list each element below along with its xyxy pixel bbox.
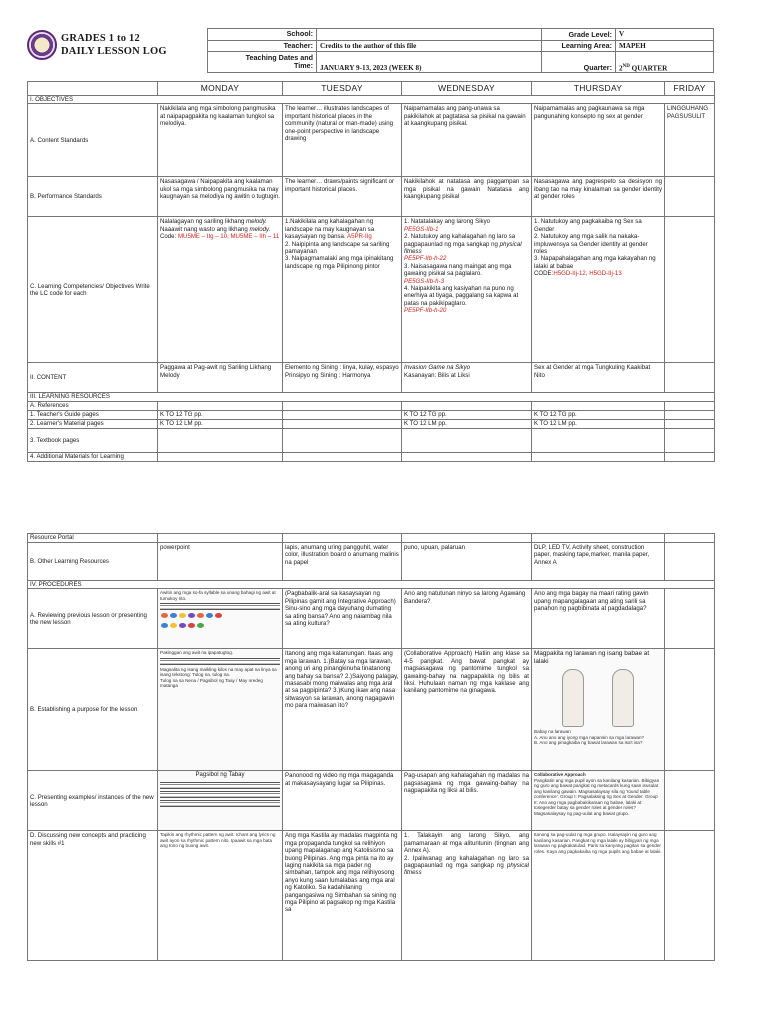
row-textbook — [28, 428, 715, 452]
cell-monday: Tapikin ang rhythmic pattern ng awit. Ichant ang lyrics ng awit ayon sa rhythmic pattern nito. Ipaawit sa mga bata ang tono ng buong awit. — [158, 831, 283, 961]
learning-area-value: MAPEH — [616, 40, 714, 52]
cell-tuesday: Elemento ng Sining : linya, kulay, espasyo Prinsipyo ng Sining : Harmonya — [283, 363, 402, 393]
teacher-value: Credits to the author of this file — [317, 40, 542, 52]
header-info-grid — [207, 28, 714, 73]
cell-wednesday: Nakikilahok at natatasa ang paggampan sa mga pisikal na gawain Natatasa ang kaangkupang pisikal — [402, 177, 532, 217]
cell-thursday: Nasasagawa ang pagrespeto sa desisyon ng ibang tao na may kinalaman sa gender identity at gender roles — [532, 177, 665, 217]
learning-area-label: Learning Area: — [542, 40, 616, 52]
cell-thursday: DLP, LED TV, Activity sheet, construction paper, masking tape,marker, manila paper, Annex A — [532, 543, 665, 581]
row-label: Resource Portal — [28, 534, 158, 543]
cell-tuesday: Panonood ng video ng mga magaganda at makasaysayang lugar sa Pilipinas. — [283, 771, 402, 831]
row-purpose — [28, 649, 715, 771]
cell-monday: K TO 12 TG pp. — [158, 410, 283, 419]
row-label: C. Learning Competencies/ Objectives Write the LC code for each — [28, 217, 158, 363]
cell-wednesday: Pag-usapan ang kahalagahan ng madalas na pagsasagawa ng mga gawaing-bahay na nagpapakita ng liksi at bilis. — [402, 771, 532, 831]
cell-thursday: Itanong sa pag-uulat ng mga grupo. Isalaysayin ng guro ang kanilang kasarian. Pangkat ng mga lalaki ay bibigyan ng mga larawan ng pagkakatulad. Paris sa kanyang pagitan sa gender roles. Kaya ang pagkakaiba ng mga pupils ang babae at lalaki. — [532, 831, 665, 961]
row-reviewing — [28, 589, 715, 649]
cell-monday: Paggawa at Pag-awit ng Sariling Likhang Melody — [158, 363, 283, 393]
cell-thursday: Naipamamalas ang pagkaunawa sa mga pangunahing konsepto ng sex at gender — [532, 104, 665, 177]
section-learning-resources: III. LEARNING RESOURCES — [28, 393, 715, 401]
school-label: School: — [208, 29, 317, 41]
cell-tuesday: (Pagbabalik-aral sa kasaysayan ng Pilipinas gamit ang Integrative Approach) Sinu-sino ang mga dayuhang dumating sa ating bansa? Ano ang naiambag nila sa ating kultura? — [283, 589, 402, 649]
row-discussing — [28, 831, 715, 961]
page-gap — [0, 478, 768, 528]
row-learners-material — [28, 419, 715, 428]
row-competencies — [28, 217, 715, 363]
grade-level-label: Grade Level: — [542, 29, 616, 41]
row-performance-standards — [28, 177, 715, 217]
lesson-log-table-continued — [27, 533, 715, 961]
row-label: B. Performance Standards — [28, 177, 158, 217]
lc-code: A5PR-IIg — [347, 233, 372, 241]
cell-thursday: K TO 12 LM pp. — [532, 419, 665, 428]
teacher-label: Teacher: — [208, 40, 317, 52]
cell-wednesday: (Collaborative Approach) Hatiin ang klase sa 4-5 pangkat. Ang bawat pangkat ay magsasagawa ng pantomime tungkol sa gawaing-bahay na nagpapakita ng bilis at liksi. Huhulaan naman ng mga kaklase ang kanilang pantomime na ginagawa. — [402, 649, 532, 771]
cell-tuesday: The learner… illustrates landscapes of important historical places in the community (natural or man-made) using one-point perspective in landscape drawing — [283, 104, 402, 177]
row-label: 2. Learner's Material pages — [28, 419, 158, 428]
row-label: 3. Textbook pages — [28, 428, 158, 452]
day-header-friday: FRIDAY — [665, 82, 715, 96]
row-content — [28, 363, 715, 393]
corner-cell — [28, 82, 158, 96]
document-title: GRADES 1 to 12 DAILY LESSON LOG — [61, 33, 167, 57]
row-label: II. CONTENT — [28, 363, 158, 393]
day-header-monday: MONDAY — [158, 82, 283, 96]
day-header-wednesday: WEDNESDAY — [402, 82, 532, 96]
cell-tuesday: Itanong ang mga katanungan: Itaas ang mga larawan. 1.)Batay sa mga larawan, anong uri ang pinangkinuha tinatanong ang bahay sa bansa? 2.)Saiyong palagay, masasabi mong maiwalas ang mga aral at sa pagpipinta? 3.)Kung ikaw ang nasa sitwasyon sa larawan, anong nagagawin mo para maiwasan ito? — [283, 649, 402, 771]
song-sheet-image: Pakinggan ang awit na ipapatugtog. Magsalita ng isang maikling kilos na may apat na linya sa isang tekstong: Tulog na, tulog na. Tulog na sa Nena / Pagsibol ng Taay / May oredeg matanga — [158, 649, 283, 771]
lc-code: PE5GS-IIb-h-3 — [404, 277, 444, 285]
music-sheet-image: Awitin ang mga so-fa syllable sa unang bahagi ng awit at tumukoy rito. — [158, 589, 283, 649]
cell-wednesday: K TO 12 LM pp. — [402, 419, 532, 428]
row-label: D. Discussing new concepts and practicing new skills #1 — [28, 831, 158, 961]
collaborative-approach-image: Collaborative Approach Pangkatin ang mga pupil ayon sa kanilang kasarian. Bibigyan ng guro ang bawat pangkat ng metacards kung saan isusulat ang kanilang gawain. Magsasalaysay sila ng 'round table conference'. Group I: Pagsalaksing ng Sex at Gender. Group II: Ano ang mga pagbabakikaraan ng babae, lalaki at tosegerder batay sa gender roles at gender roles? Magsasalaysay ng pag-uulat ang bawat grupo. — [532, 771, 665, 831]
row-label: B. Other Learning Resources — [28, 543, 158, 581]
teaching-dates-label: Teaching Dates and Time: — [208, 52, 317, 73]
row-label: C. Presenting examples/ instances of the new lesson — [28, 771, 158, 831]
boy-girl-image: Magpakita ng larawan ng isang babae at lalaki Babay na larawan A. Anu ano ang iyong mga napansin sa mga larawan? B. Ano ang pinagkaiba ng bawat larawan sa isa't isa? — [532, 649, 665, 771]
row-label: A. Content Standards — [28, 104, 158, 177]
colored-notes-illustration — [160, 612, 280, 621]
cell-wednesday: K TO 12 TG pp. — [402, 410, 532, 419]
quarter-label: Quarter: — [542, 52, 616, 73]
cell-monday: Nasasagawa / Naipapakita ang kaalaman ukol sa mga simbolong pangmusika na may kaugnayan sa melodiya ng awitin o tugtugin. — [158, 177, 283, 217]
cell-wednesday: 1. Talakayin ang larong Sikyo, ang pamamaraan at mga alituntunin (tingnan ang Annex A). 2. Ipaliwanag ang kahalagahan ng laro sa pagpapaunlad ng mga sangkap ng physical fitness — [402, 831, 532, 961]
lc-code: PE5GS-IIb-1 — [404, 225, 439, 233]
section-procedures: IV. PROCEDURES — [28, 581, 715, 589]
lc-code: PE5PF-IIb-h-20 — [404, 307, 447, 315]
cell-monday: Nakikilala ang mga simbolong pangmusika at naipapagpakita ng kaalaman tungkol sa melodiya. — [158, 104, 283, 177]
row-label: A. References — [28, 401, 158, 410]
cell-friday — [665, 363, 715, 393]
row-label: 1. Teacher's Guide pages — [28, 410, 158, 419]
cell-friday — [665, 177, 715, 217]
row-label: B. Establishing a purpose for the lesson — [28, 649, 158, 771]
row-label: 4. Additional Materials for Learning — [28, 452, 158, 461]
lc-code: PE5PF-IIb-h-22 — [404, 255, 447, 263]
day-header-tuesday: TUESDAY — [283, 82, 402, 96]
cell-tuesday: The learner… draws/paints significant or important historical places. — [283, 177, 402, 217]
cell-wednesday: Invasion Game na Sikyo Kasanayan: Bilis at Liksi — [402, 363, 532, 393]
grade-level-value: V — [616, 29, 714, 41]
row-additional-materials — [28, 452, 715, 461]
quarter-value: 2ND QUARTER — [616, 52, 714, 73]
lc-code: MU5ME – IIg – 10, MU5ME – IIh – 11 — [177, 233, 280, 241]
cell-wednesday: 1. Natatalakay ang larong Sikyo PE5GS-IIb-1 2. Natutukoy ang kahalagahan ng laro sa pagpapaunlad ng mga sangkap ng physical fitness PE5PF-IIb-h-22 3. Naisasagawa nang maingat ang mga gawaing pisikal sa paglalaro. PE5GS-IIb-h-3 4. Naipakikita ang kasiyahan na puno ng enerhiya at tiyaga, paggalang sa kapwa at patas na pakikipaglaro. PE5PF-IIb-h-20 — [402, 217, 532, 363]
day-header-thursday: THURSDAY — [532, 82, 665, 96]
school-value — [317, 29, 542, 41]
cell-friday — [665, 217, 715, 363]
cell-thursday: K TO 12 TG pp. — [532, 410, 665, 419]
row-content-standards — [28, 104, 715, 177]
cell-thursday: 1. Natutukoy ang pagkakaiba ng Sex sa Gender 2. Natutukoy ang mga salik na nakaka-impluwensya sa Gender identity at gender roles 3. Napapahalagahan ang mga kakayahan ng lalaki at babae CODE:H5GD-IIj-12, H5GD-IIj-13 — [532, 217, 665, 363]
lc-code: H5GD-IIj-12, H5GD-IIj-13 — [553, 270, 622, 278]
row-references — [28, 401, 715, 410]
cell-monday: powerpoint — [158, 543, 283, 581]
cell-thursday: Ano ang mga bagay na maari rating gawin upang mapangalagaan ang ating sarili sa panahon ng pagbibinata at pagdadalaga? — [532, 589, 665, 649]
deped-seal-logo — [27, 30, 57, 60]
section-objectives: I. OBJECTIVES — [28, 96, 715, 104]
cell-tuesday: 1.Nakikilala ang kahalagahan ng landscape na may kaugnayan sa kasaysayan ng bansa. A5PR-IIg 2. Naipipinta ang landscape sa sariling pamayanan 3. Naipagmamalaki ang mga ipinakitang landscape ng mga Pilipinong pintor — [283, 217, 402, 363]
row-presenting — [28, 771, 715, 831]
cell-wednesday: Ano ang natutunan ninyo sa larong Agawang Bandera? — [402, 589, 532, 649]
boy-figure-image — [612, 669, 634, 727]
cell-wednesday: puno, upuan, palaruan — [402, 543, 532, 581]
cell-monday: K TO 12 LM pp. — [158, 419, 283, 428]
row-resource-portal — [28, 534, 715, 543]
lesson-log-table — [27, 81, 715, 462]
girl-figure-image — [562, 669, 584, 727]
row-other-resources — [28, 543, 715, 581]
row-label: A. Reviewing previous lesson or presenting the new lesson — [28, 589, 158, 649]
teaching-dates-value: JANUARY 9-13, 2023 (WEEK 8) — [317, 52, 542, 73]
cell-tuesday: Ang mga Kastila ay madalas magpinta ng mga propaganda tungkol sa relihiyon upang mapalaganap ang Katolisismo sa buong Pilipinas. Ang mga pinta na ito ay laging nakikita sa mga pader ng simbahan, tampok ang mga relihiyosong anyo kung saan lumalabas ang mga aral ng Katoliko. Sa kadahilaning pangangasiwa ng Simbahan sa sining ng mga Pilipino at pagsakop ng mga Kastila sa — [283, 831, 402, 961]
header — [27, 28, 714, 74]
row-teachers-guide — [28, 410, 715, 419]
cell-monday: Nalalagayan ng sariling likhang melody. Naaawit nang wasto ang likhang melody. Code: MU5ME – IIg – 10, MU5ME – IIh – 11 — [158, 217, 283, 363]
sheet-music-image: Pagsibol ng Tabay — [158, 771, 283, 831]
lesson-log-page-1 — [0, 0, 768, 478]
cell-tuesday: lapis, anumang uring pangguhit, water color, illustration board o anumang malinis na papel — [283, 543, 402, 581]
cell-wednesday: Naipamamalas ang pang-unawa sa pakikilahok at pagtatasa sa pisikal na gawain at kaangkupang pisikal. — [402, 104, 532, 177]
cell-friday: LINGGUHANG PAGSUSULIT — [665, 104, 715, 177]
cell-thursday: Sex at Gender at mga Tungkuling Kaakibat Nito — [532, 363, 665, 393]
